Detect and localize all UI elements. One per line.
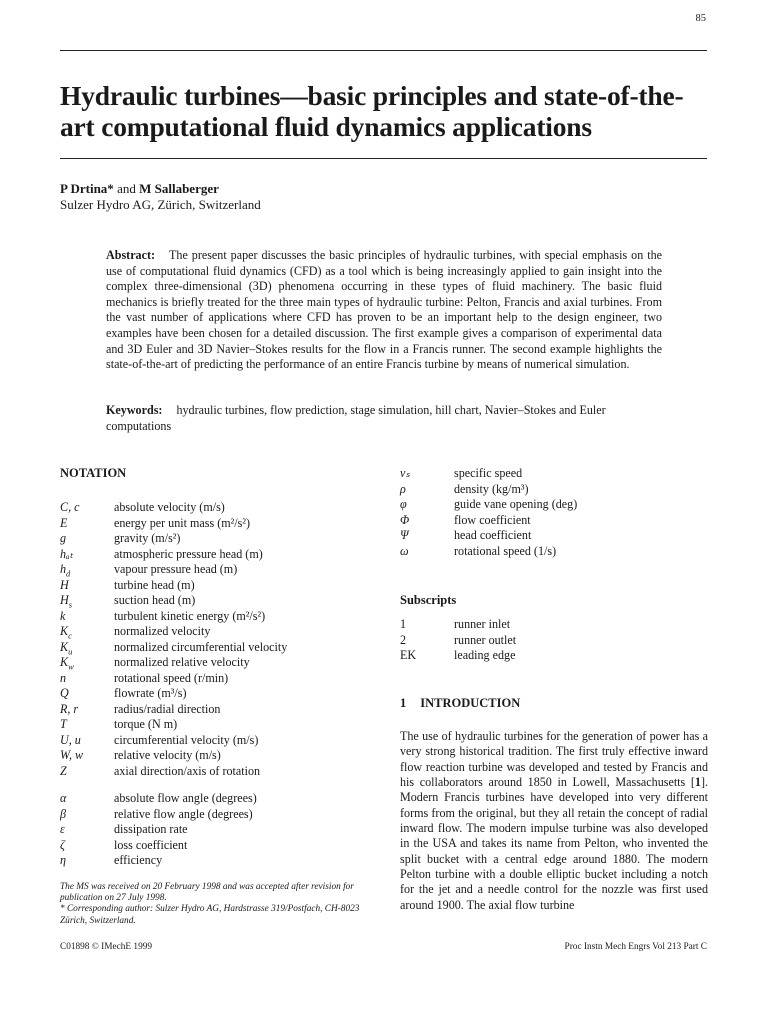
subscripts-heading: Subscripts bbox=[400, 593, 457, 607]
notation-symbol: ω bbox=[400, 543, 409, 558]
abstract-text: The present paper discusses the basic principles of hydraulic turbines, with special emphasis on the use of computational fluid dynamics (CFD) as a tool which is being increasingly applied to gain insight into the complex three-dimensional (3D) phenomena occurring in these types of fluid machinery. The basic fluid mechanics is briefly treated for the three main types of hydraulic turbine: Pelton, Francis and axial turbines. From the vast number of applications where CFD has proven to be an important help to the design engineer, two examples have been chosen for a detailed discussion. The first example gives a comparison of experimental data and 3D Euler and 3D Navier–Stokes results for the flow in a Francis runner. The second example highlights the state-of-the-art of predicting the performance of an entire Francis turbine by means of numerical simulation. bbox=[106, 248, 662, 372]
notation-item bbox=[400, 648, 710, 664]
symbol-subscript: u bbox=[68, 645, 73, 656]
notation-item bbox=[400, 633, 710, 649]
notation-symbol: $K_c$ bbox=[60, 624, 72, 641]
notation-heading: NOTATION bbox=[60, 466, 127, 480]
notation-definition: efficiency bbox=[114, 853, 163, 867]
notation-symbol: $K_w$ bbox=[60, 655, 74, 672]
notation-symbol: Ψ bbox=[400, 528, 409, 542]
notation-definition: dissipation rate bbox=[114, 822, 188, 836]
notation-definition: loss coefficient bbox=[114, 837, 188, 852]
notation-symbol: $h_d$ bbox=[60, 562, 71, 579]
header-rule bbox=[60, 50, 707, 51]
notation-symbol: ρ bbox=[400, 481, 406, 496]
footer-journal: Proc Instn Mech Engrs Vol 213 Part C bbox=[564, 942, 707, 952]
notation-item bbox=[400, 482, 710, 498]
notation-symbol: g bbox=[60, 531, 67, 545]
notation-definition: normalized relative velocity bbox=[114, 655, 250, 669]
notation-item bbox=[60, 717, 360, 733]
notation-symbol: H bbox=[60, 577, 69, 592]
notation-item bbox=[60, 593, 360, 609]
abstract bbox=[106, 248, 662, 373]
symbol-subscript: d bbox=[66, 568, 71, 579]
notation-definition: suction head (m) bbox=[114, 593, 196, 607]
notation-symbol: T bbox=[60, 717, 67, 731]
footer-copyright: C01898 © IMechE 1999 bbox=[60, 942, 153, 952]
notation-definition: axial direction/axis of rotation bbox=[114, 763, 261, 778]
notation-symbol: $H_s$ bbox=[60, 593, 73, 610]
notation-item bbox=[400, 513, 710, 529]
notation-greek-list bbox=[60, 791, 360, 869]
notation-latin-list bbox=[60, 500, 360, 779]
notation-symbol: φ bbox=[400, 497, 407, 511]
notation-item bbox=[60, 686, 360, 702]
notation-symbol: η bbox=[60, 853, 66, 867]
notation-symbol: ζ bbox=[60, 837, 65, 852]
notation-definition: turbulent kinetic energy (m²/s²) bbox=[114, 608, 266, 623]
notation-definition: relative flow angle (degrees) bbox=[114, 806, 253, 821]
section-number: 1 bbox=[400, 696, 407, 710]
subscripts-list bbox=[400, 617, 710, 664]
notation-definition: flow coefficient bbox=[454, 512, 531, 527]
intro-text-2: ]. Modern Francis turbines have developed into very different forms from the original, but they all retain the concept of radial inward flow. The modern impulse turbine was also developed in the USA and takes its name from Pelton, who invented the split bucket with a central edge around 1880. The modern Pelton turbine with a double elliptic bucket including a notch for the jet and a needle control for the nozzle was first used around 1900. The axial flow turbine bbox=[400, 775, 708, 912]
notation-symbol: β bbox=[60, 806, 67, 821]
notation-definition: head coefficient bbox=[454, 528, 532, 542]
citation-ref[interactable]: 1 bbox=[694, 775, 701, 790]
paper-title: Hydraulic turbines—basic principles and state-of-the-art computational fluid dynamics applications bbox=[60, 80, 684, 142]
authors bbox=[60, 181, 219, 197]
notation-definition: specific speed bbox=[454, 466, 523, 480]
notation-item bbox=[60, 764, 360, 780]
notation-item bbox=[400, 617, 710, 633]
notation-item bbox=[60, 838, 360, 854]
notation-item bbox=[60, 578, 360, 594]
notation-symbol: C, c bbox=[60, 500, 80, 514]
notation-symbol: 2 bbox=[400, 632, 407, 647]
keywords bbox=[106, 403, 662, 434]
author-joiner: and bbox=[113, 181, 140, 196]
notation-symbol: R, r bbox=[60, 701, 79, 716]
author-2: M Sallaberger bbox=[139, 181, 219, 196]
notation-definition: atmospheric pressure head (m) bbox=[114, 546, 263, 561]
notation-item bbox=[60, 609, 360, 625]
notation-symbol: n bbox=[60, 670, 67, 685]
notation-item bbox=[60, 853, 360, 869]
notation-symbol: α bbox=[60, 791, 67, 805]
notation-definition: relative velocity (m/s) bbox=[114, 748, 221, 762]
notation-item bbox=[400, 544, 710, 560]
symbol-subscript: c bbox=[68, 630, 72, 641]
notation-definition: absolute velocity (m/s) bbox=[114, 500, 225, 514]
notation-definition: density (kg/m³) bbox=[454, 481, 529, 496]
notation-definition: normalized velocity bbox=[114, 624, 211, 638]
notation-item bbox=[60, 562, 360, 578]
notation-definition: flowrate (m³/s) bbox=[114, 686, 187, 700]
title-rule bbox=[60, 158, 707, 159]
notation-symbol: $K_u$ bbox=[60, 639, 73, 656]
notation-item bbox=[60, 531, 360, 547]
author-1: P Drtina* bbox=[60, 181, 114, 196]
notation-definition: radius/radial direction bbox=[114, 701, 221, 716]
notation-item bbox=[400, 466, 710, 482]
abstract-label: Abstract: bbox=[106, 248, 156, 262]
notation-right-list bbox=[400, 466, 710, 559]
introduction-heading bbox=[400, 696, 520, 711]
notation-symbol: U, u bbox=[60, 732, 81, 747]
notation-definition: runner inlet bbox=[454, 617, 511, 631]
notation-item bbox=[60, 822, 360, 838]
notation-definition: circumferential velocity (m/s) bbox=[114, 732, 259, 747]
notation-item bbox=[60, 655, 360, 671]
notation-symbol: νₛ bbox=[400, 466, 410, 480]
keywords-text: hydraulic turbines, flow prediction, stage simulation, hill chart, Navier–Stokes and Euler computations bbox=[106, 403, 606, 433]
notation-item bbox=[60, 671, 360, 687]
notation-item bbox=[60, 547, 360, 563]
symbol-subscript: s bbox=[68, 599, 73, 610]
intro-text-1: The use of hydraulic turbines for the generation of power has a very strong historical tradition. The first truly effective inward flow reaction turbine was developed and tested by Francis and his collaborators around 1850 in Lowell, Massachusetts [ bbox=[400, 729, 708, 790]
notation-symbol: ε bbox=[60, 822, 65, 836]
notation-symbol: W, w bbox=[60, 748, 84, 762]
notation-item bbox=[60, 702, 360, 718]
introduction-body bbox=[400, 729, 708, 913]
page-number: 85 bbox=[695, 13, 706, 24]
notation-definition: runner outlet bbox=[454, 632, 517, 647]
notation-item bbox=[60, 624, 360, 640]
symbol-subscript: w bbox=[68, 661, 74, 672]
notation-item bbox=[60, 500, 360, 516]
notation-symbol: Φ bbox=[400, 512, 410, 527]
notation-definition: leading edge bbox=[454, 648, 516, 662]
notation-symbol: E bbox=[60, 515, 68, 530]
notation-definition: absolute flow angle (degrees) bbox=[114, 791, 257, 805]
notation-item bbox=[60, 516, 360, 532]
notation-definition: rotational speed (1/s) bbox=[454, 543, 557, 558]
notation-definition: rotational speed (r/min) bbox=[114, 670, 229, 685]
keywords-label: Keywords: bbox=[106, 403, 163, 417]
affiliation: Sulzer Hydro AG, Zürich, Switzerland bbox=[60, 197, 261, 212]
notation-symbol: k bbox=[60, 608, 66, 623]
notation-item bbox=[60, 733, 360, 749]
notation-definition: torque (N m) bbox=[114, 717, 178, 731]
notation-item bbox=[60, 640, 360, 656]
notation-symbol: EK bbox=[400, 648, 417, 662]
notation-item bbox=[400, 497, 710, 513]
notation-definition: turbine head (m) bbox=[114, 577, 195, 592]
notation-definition: normalized circumferential velocity bbox=[114, 639, 288, 654]
received-note: The MS was received on 20 February 1998 and was accepted after revision for publication on 27 July 1998. bbox=[60, 882, 354, 904]
notation-item bbox=[60, 748, 360, 764]
notation-symbol: hₐₜ bbox=[60, 546, 74, 561]
notation-symbol: 1 bbox=[400, 617, 407, 631]
notation-item bbox=[60, 807, 360, 823]
notation-item bbox=[400, 528, 710, 544]
notation-definition: gravity (m/s²) bbox=[114, 531, 181, 545]
corresponding-note: * Corresponding author: Sulzer Hydro AG, Hardstrasse 319/Postfach, CH-8023 Zürich, Switzerland. bbox=[60, 904, 360, 926]
notation-definition: vapour pressure head (m) bbox=[114, 562, 238, 576]
notation-symbol: Q bbox=[60, 686, 69, 700]
footnote bbox=[60, 882, 370, 927]
notation-symbol: Z bbox=[60, 763, 67, 778]
section-title: INTRODUCTION bbox=[420, 696, 521, 710]
notation-definition: guide vane opening (deg) bbox=[454, 497, 578, 511]
notation-item bbox=[60, 791, 360, 807]
notation-definition: energy per unit mass (m²/s²) bbox=[114, 515, 251, 530]
